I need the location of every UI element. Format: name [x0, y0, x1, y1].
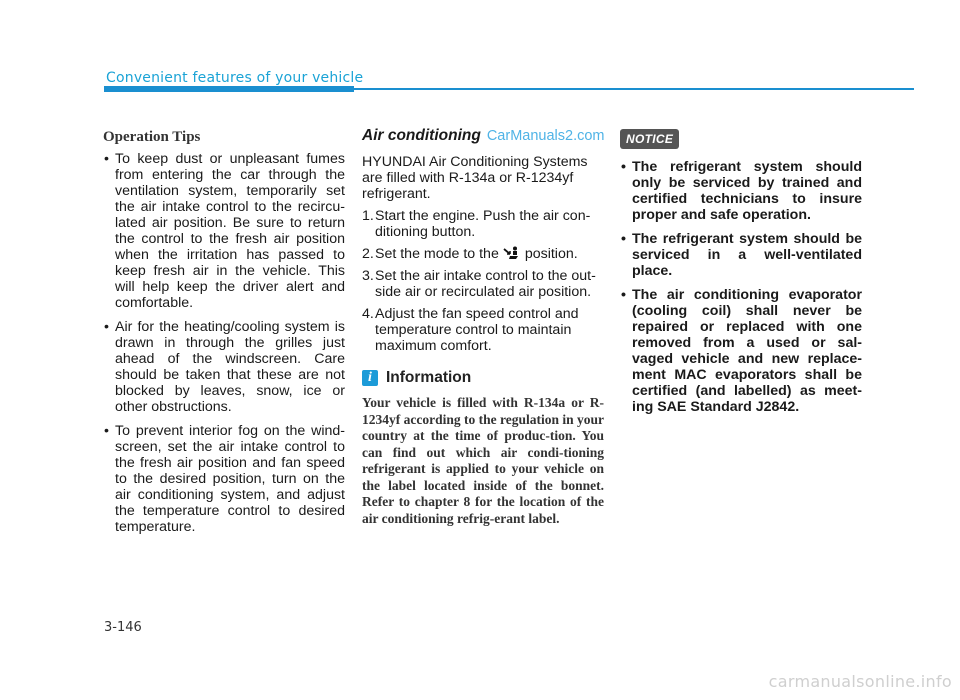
header-rule-thick — [104, 86, 354, 92]
list-item: • The refrigerant system should be serviced in a well-ventilated place. — [620, 231, 862, 279]
notice-badge: NOTICE — [620, 129, 679, 149]
list-item — [362, 306, 604, 354]
steps-list — [362, 208, 604, 354]
operation-tips-column — [103, 126, 345, 543]
step-text: Start the engine. Push the air con-ditioning button. — [375, 208, 591, 240]
list-item: • To keep dust or unpleasant fumes from entering the car through the ventilation system, temporarily set the air intake control to the recircu-lated air position. Be sure to return the control to the fresh air position when the irritation has passed to keep fresh air in the vehicle. This will help keep the driver alert and comfortable. — [103, 151, 345, 311]
air-conditioning-column — [362, 126, 604, 527]
information-header — [362, 370, 604, 386]
step-number: 4. — [362, 306, 374, 322]
notice-column — [620, 126, 862, 423]
information-title: Information — [386, 369, 472, 386]
list-item: • To prevent interior fog on the wind-screen, set the air intake control to the fresh air position and fan speed to the desired position, turn on the air conditioning system, and adjust the temperature control to desired temperature. — [103, 423, 345, 535]
information-body: Your vehicle is filled with R-134a or R-1234yf according to the regulation in your country at the time of produc-tion. You can find out which air condi-tioning refrigerant is applied to your vehicle on the label located inside of the bonnet. Refer to chapter 8 for the location of the air conditioning refrig-erant label. — [362, 395, 604, 526]
list-item — [362, 268, 604, 300]
notice-list — [620, 159, 862, 415]
operation-tips-list — [103, 151, 345, 535]
header-rule-thin — [354, 88, 914, 90]
step-number: 2. — [362, 246, 374, 262]
air-conditioning-intro: HYUNDAI Air Conditioning Systems are filled with R-134a or R-1234yf refrigerant. — [362, 154, 588, 202]
section-header-title: Convenient features of your vehicle — [106, 70, 364, 86]
air-conditioning-title-text: Air conditioning — [362, 127, 481, 144]
watermark-link[interactable]: CarManuals2.com — [486, 128, 605, 144]
footer-watermark: carmanualsonline.info — [768, 672, 952, 691]
step-text: position. — [524, 246, 578, 262]
operation-tips-heading: Operation Tips — [103, 129, 201, 145]
list-item — [362, 246, 604, 262]
list-item: • The air conditioning evaporator (cooling coil) shall never be repaired or replaced with one removed from a used or sal-vaged vehicle and new replace-ment MAC evaporators shall be certified (and labelled) as meet-ing SAE Standard J2842. — [620, 287, 862, 415]
list-item: • Air for the heating/cooling system is drawn in through the grilles just ahead of the windscreen. Care should be taken that these are not blocked by leaves, snow, ice or other obstructions. — [103, 319, 345, 415]
step-number: 3. — [362, 268, 374, 284]
step-text: Set the mode to the — [375, 246, 499, 262]
page-number: 3-146 — [104, 620, 142, 635]
floor-vent-mode-icon — [502, 246, 522, 260]
list-item: • The refrigerant system should only be serviced by trained and certified technicians to insure proper and safe operation. — [620, 159, 862, 223]
air-conditioning-title — [362, 128, 604, 144]
list-item — [362, 208, 604, 240]
step-number: 1. — [362, 208, 374, 224]
step-text: Set the air intake control to the out-side air or recirculated air position. — [375, 268, 596, 300]
step-text: Adjust the fan speed control and temperature control to maintain maximum comfort. — [375, 306, 579, 354]
info-icon: i — [362, 370, 378, 386]
